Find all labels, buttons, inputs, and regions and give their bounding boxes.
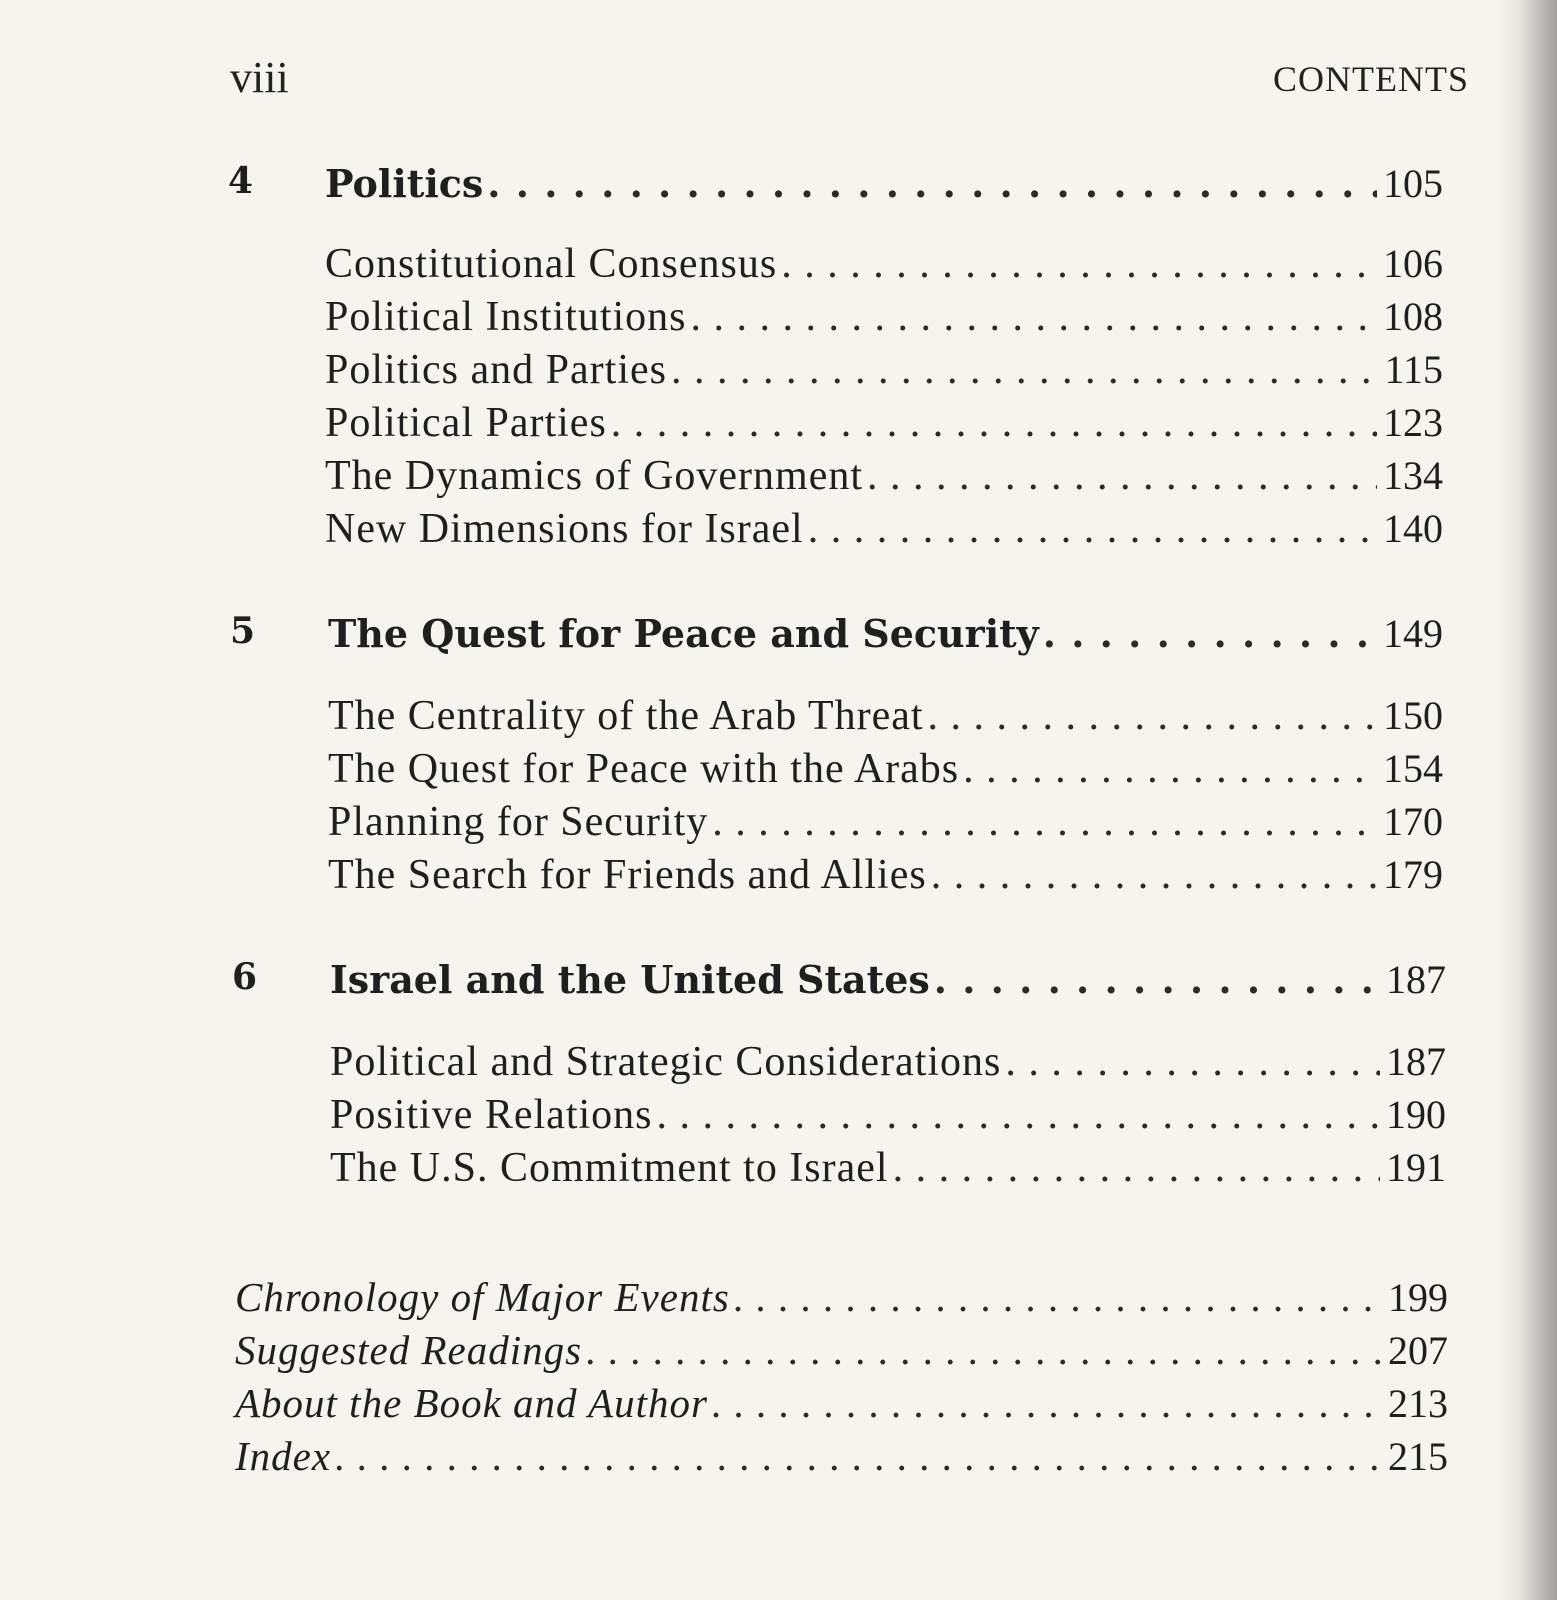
toc-entry[interactable] (330, 1038, 1446, 1086)
toc-entry[interactable] (325, 505, 1443, 553)
toc-entry[interactable] (325, 452, 1443, 500)
toc-backmatter-entry[interactable] (235, 1326, 1448, 1374)
toc-entry[interactable] (325, 293, 1443, 341)
entry-page-number: 187 (1386, 1039, 1446, 1084)
toc-chapter-5[interactable] (230, 610, 1443, 657)
entry-title: Suggested Readings (235, 1327, 583, 1373)
dot-leader (1005, 1038, 1380, 1086)
entry-title: The Quest for Peace with the Arabs (328, 746, 960, 792)
entry-page-number: 150 (1383, 693, 1443, 738)
chapter-page-number: 105 (1383, 161, 1443, 206)
entry-title: About the Book and Author (235, 1380, 708, 1426)
toc-backmatter-entry[interactable] (235, 1273, 1448, 1321)
dot-leader (487, 161, 1377, 206)
entry-page-number: 190 (1386, 1092, 1446, 1137)
dot-leader (586, 1326, 1382, 1374)
entry-page-number: 215 (1388, 1434, 1448, 1479)
dot-leader (671, 346, 1379, 394)
toc-entry[interactable] (328, 692, 1443, 740)
toc-entry[interactable] (328, 745, 1443, 793)
entry-title: Politics and Parties (325, 347, 667, 393)
running-title: CONTENTS (1273, 59, 1469, 99)
toc-entry[interactable] (328, 851, 1443, 899)
dot-leader (691, 293, 1377, 341)
entry-title: The U.S. Commitment to Israel (330, 1145, 889, 1191)
dot-leader (928, 692, 1377, 740)
entry-page-number: 123 (1383, 400, 1443, 445)
page-folio: viii (230, 53, 289, 102)
entry-page-number: 191 (1386, 1145, 1446, 1190)
entry-title: Planning for Security (328, 799, 709, 845)
chapter-number: 4 (228, 160, 254, 202)
entry-title: New Dimensions for Israel (325, 506, 804, 552)
toc-entry[interactable] (328, 798, 1443, 846)
toc-entry[interactable] (325, 346, 1443, 394)
toc-backmatter-entry[interactable] (235, 1432, 1448, 1480)
chapter-page-number: 187 (1386, 957, 1446, 1002)
toc-entry[interactable] (330, 1144, 1446, 1192)
entry-page-number: 134 (1383, 453, 1443, 498)
entry-page-number: 207 (1388, 1328, 1448, 1373)
entry-title: Chronology of Major Events (235, 1274, 730, 1320)
entry-page-number: 106 (1383, 241, 1443, 286)
toc-entry[interactable] (325, 399, 1443, 447)
dot-leader (712, 798, 1377, 846)
entry-page-number: 140 (1383, 506, 1443, 551)
entry-page-number: 170 (1383, 799, 1443, 844)
entry-page-number: 108 (1383, 294, 1443, 339)
entry-title: Political Institutions (325, 294, 687, 340)
entry-title: The Search for Friends and Allies (328, 852, 927, 898)
dot-leader (867, 452, 1377, 500)
chapter-title: The Quest for Peace and Security (328, 611, 1039, 656)
toc-entry[interactable] (330, 1091, 1446, 1139)
toc-chapter-6[interactable] (232, 956, 1446, 1003)
entry-page-number: 199 (1388, 1275, 1448, 1320)
page-edge-shadow (1497, 0, 1557, 1600)
dot-leader (734, 1273, 1382, 1321)
dot-leader (712, 1379, 1382, 1427)
dot-leader (335, 1432, 1382, 1480)
chapter-number: 5 (230, 610, 256, 652)
entry-title: The Dynamics of Government (325, 453, 864, 499)
dot-leader (781, 240, 1377, 288)
dot-leader (934, 957, 1380, 1002)
toc-entry[interactable] (325, 240, 1443, 288)
chapter-title: Israel and the United States (330, 957, 930, 1002)
entry-title: Political and Strategic Considerations (330, 1039, 1002, 1085)
dot-leader (611, 399, 1377, 447)
dot-leader (657, 1091, 1381, 1139)
dot-leader (808, 505, 1377, 553)
entry-title: Constitutional Consensus (325, 241, 778, 287)
entry-page-number: 213 (1388, 1381, 1448, 1426)
dot-leader (1043, 611, 1377, 656)
entry-page-number: 115 (1384, 347, 1443, 392)
chapter-number: 6 (232, 956, 258, 998)
dot-leader (893, 1144, 1380, 1192)
dot-leader (963, 745, 1377, 793)
toc-chapter-4[interactable] (228, 160, 1443, 207)
chapter-page-number: 149 (1383, 611, 1443, 656)
entry-page-number: 154 (1383, 746, 1443, 791)
dot-leader (931, 851, 1377, 899)
chapter-title: Politics (325, 161, 484, 206)
toc-backmatter-entry[interactable] (235, 1379, 1448, 1427)
entry-page-number: 179 (1383, 852, 1443, 897)
entry-title: Index (235, 1433, 332, 1479)
entry-title: The Centrality of the Arab Threat (328, 693, 924, 739)
entry-title: Positive Relations (330, 1092, 653, 1138)
entry-title: Political Parties (325, 400, 607, 446)
